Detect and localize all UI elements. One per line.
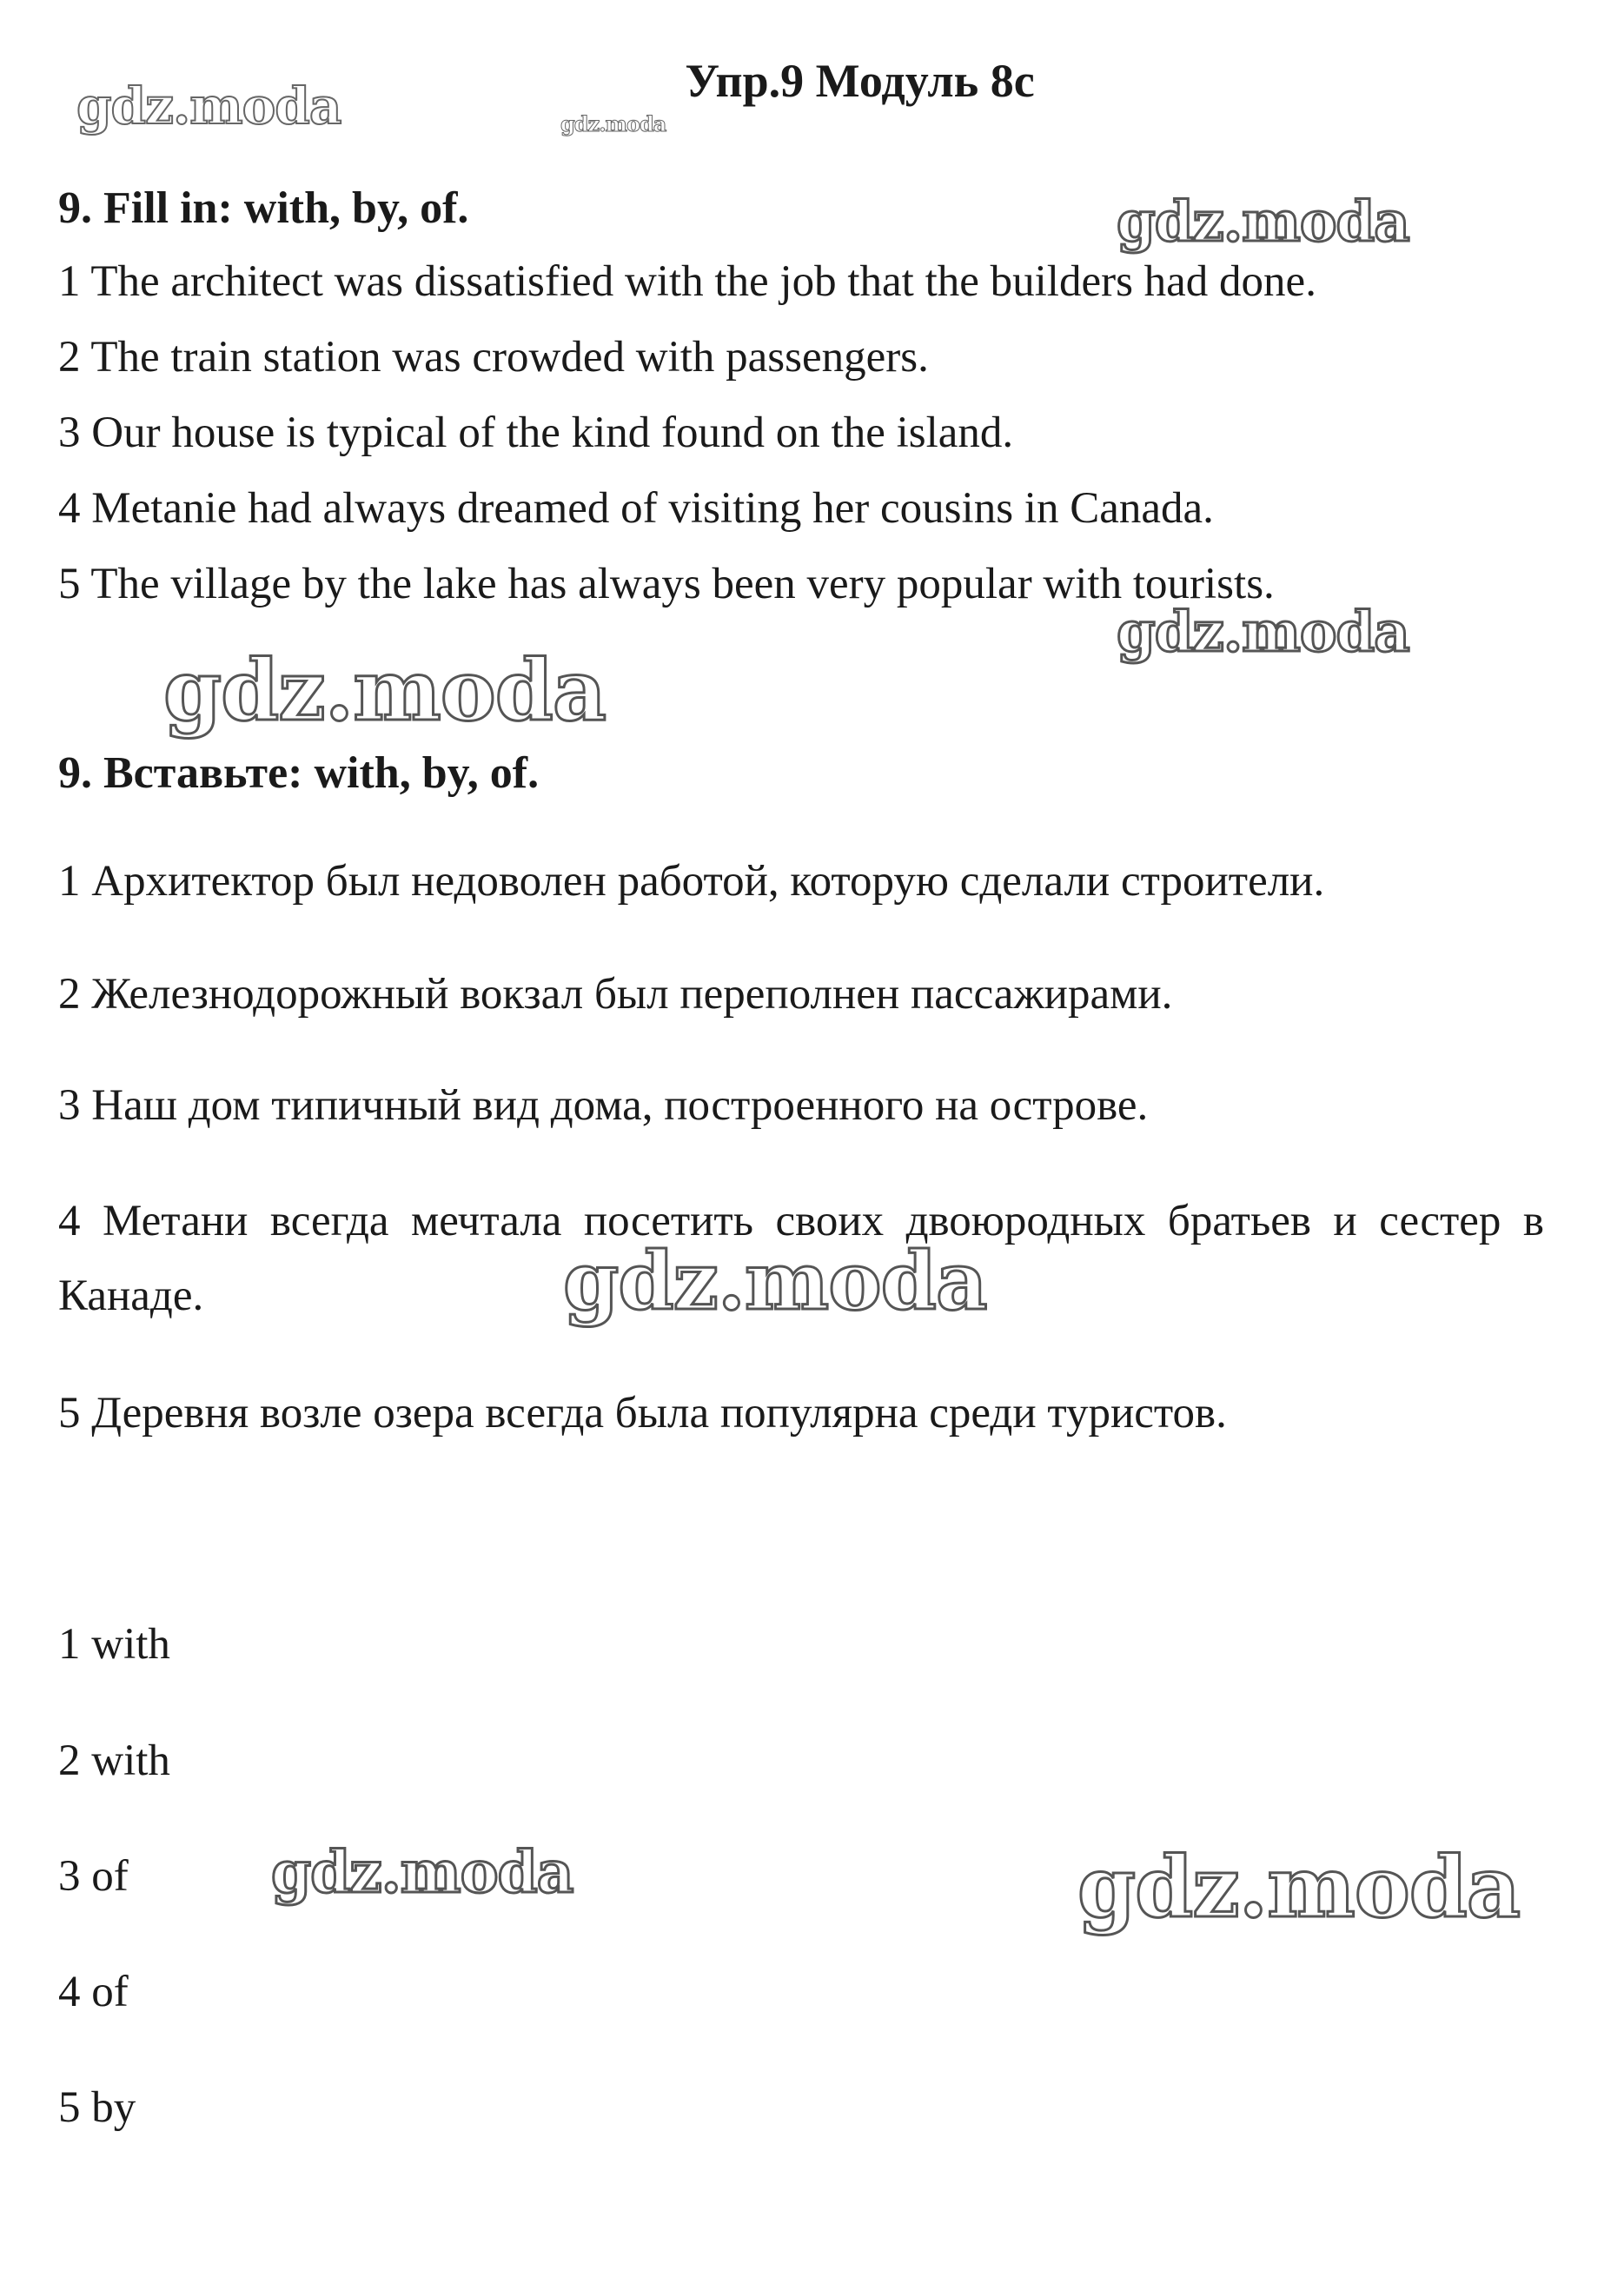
watermark-answers-right: gdz.moda bbox=[1077, 1838, 1521, 1936]
watermark-top-left: gdz.moda bbox=[76, 76, 341, 136]
russian-sentence-5: 5 Деревня возле озера всегда была популярна среди туристов. bbox=[58, 1389, 1227, 1438]
answer-2: 2 with bbox=[58, 1736, 170, 1785]
watermark-russian-section: gdz.moda bbox=[563, 1234, 987, 1328]
english-sentence-2: 2 The train station was crowded with passengers. bbox=[58, 333, 929, 382]
english-heading: 9. Fill in: with, by, of. bbox=[58, 183, 469, 233]
russian-sentence-4: 4 Метани всегда мечтала посетить своих двоюродных братьев и сестер в Канаде. bbox=[58, 1197, 1544, 1320]
answer-4: 4 of bbox=[58, 1968, 129, 2016]
answer-1: 1 with bbox=[58, 1620, 170, 1669]
russian-sentence-2: 2 Железнодорожный вокзал был переполнен пассажирами. bbox=[58, 970, 1173, 1019]
russian-sentence-1: 1 Архитектор был недоволен работой, которую сделали строители. bbox=[58, 857, 1325, 906]
english-sentence-3: 3 Our house is typical of the kind found on the island. bbox=[58, 408, 1014, 457]
watermark-mid-right: gdz.moda bbox=[1117, 600, 1409, 665]
english-sentence-5: 5 The village by the lake has always been very popular with tourists. bbox=[58, 560, 1275, 608]
english-sentence-1: 1 The architect was dissatisfied with the job that the builders had done. bbox=[58, 257, 1316, 306]
page-title: Упр.9 Модуль 8с bbox=[685, 55, 1035, 107]
russian-sentence-3: 3 Наш дом типичный вид дома, построенного на острове. bbox=[58, 1081, 1149, 1130]
russian-heading: 9. Вставьте: with, by, of. bbox=[58, 748, 540, 798]
answer-3: 3 of bbox=[58, 1852, 129, 1901]
watermark-mid-left: gdz.moda bbox=[163, 641, 607, 740]
watermark-top-right: gdz.moda bbox=[1117, 189, 1409, 255]
watermark-answers-left: gdz.moda bbox=[271, 1838, 573, 1906]
watermark-top-center-small: gdz.moda bbox=[560, 111, 666, 136]
english-sentence-4: 4 Metanie had always dreamed of visiting her cousins in Canada. bbox=[58, 484, 1214, 533]
answer-5: 5 by bbox=[58, 2083, 136, 2132]
